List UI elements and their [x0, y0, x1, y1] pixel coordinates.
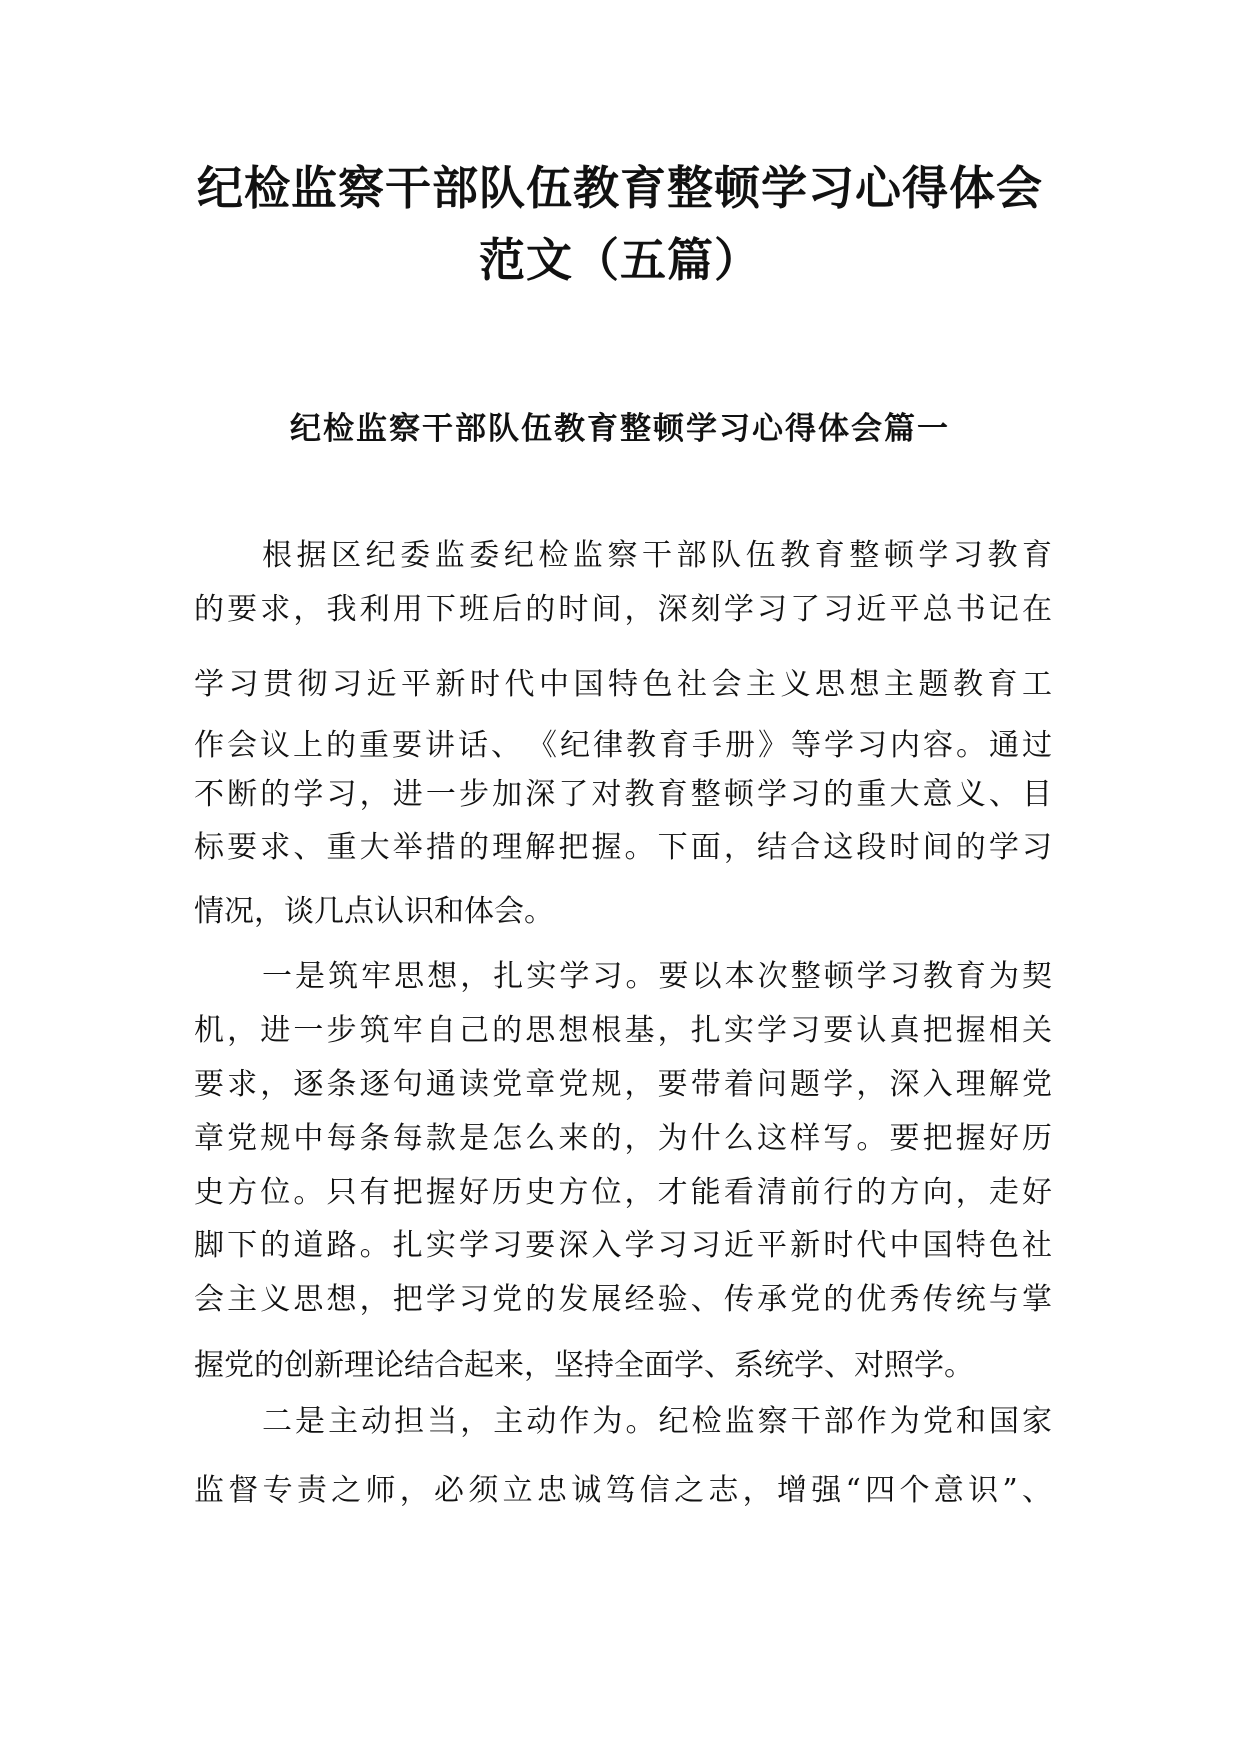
document-title-line-1: 纪检监察干部队伍教育整顿学习心得体会 [197, 161, 1043, 215]
body-line: 标要求、重大举措的理解把握。下面，结合这段时间的学习 [194, 830, 1052, 865]
body-line: 不断的学习，进一步加深了对教育整顿学习的重大意义、目 [194, 777, 1052, 812]
body-line: 握党的创新理论结合起来，坚持全面学、系统学、对照学。 [194, 1348, 974, 1383]
body-line: 一是筑牢思想，扎实学习。要以本次整顿学习教育为契 [262, 959, 1052, 994]
section-title: 纪检监察干部队伍教育整顿学习心得体会篇一 [290, 411, 950, 447]
body-line: 学习贯彻习近平新时代中国特色社会主义思想主题教育工 [194, 667, 1052, 702]
body-line: 会主义思想，把学习党的发展经验、传承党的优秀传统与掌 [194, 1282, 1052, 1317]
document-title-line-2: 范文（五篇） [479, 233, 761, 287]
document-title [120, 152, 1120, 296]
body-line: 二是主动担当，主动作为。纪检监察干部作为党和国家 [262, 1404, 1052, 1439]
body-line: 情况，谈几点认识和体会。 [194, 894, 554, 929]
body-line: 根据区纪委监委纪检监察干部队伍教育整顿学习教育 [262, 538, 1052, 573]
body-line: 要求，逐条逐句通读党章党规，要带着问题学，深入理解党 [194, 1067, 1052, 1102]
body-line: 监督专责之师，必须立忠诚笃信之志，增强“四个意识”、 [194, 1473, 1052, 1508]
body-line: 作会议上的重要讲话、 《纪律教育手册》等学习内容。通过 [194, 728, 1052, 763]
body-line: 章党规中每条每款是怎么来的，为什么这样写。要把握好历 [194, 1121, 1052, 1156]
body-line: 脚下的道路。扎实学习要深入学习习近平新时代中国特色社 [194, 1228, 1052, 1263]
body-line: 的要求，我利用下班后的时间，深刻学习了习近平总书记在 [194, 592, 1052, 627]
body-line: 机，进一步筑牢自己的思想根基，扎实学习要认真把握相关 [194, 1013, 1052, 1048]
body-line: 史方位。只有把握好历史方位，才能看清前行的方向，走好 [194, 1175, 1052, 1210]
